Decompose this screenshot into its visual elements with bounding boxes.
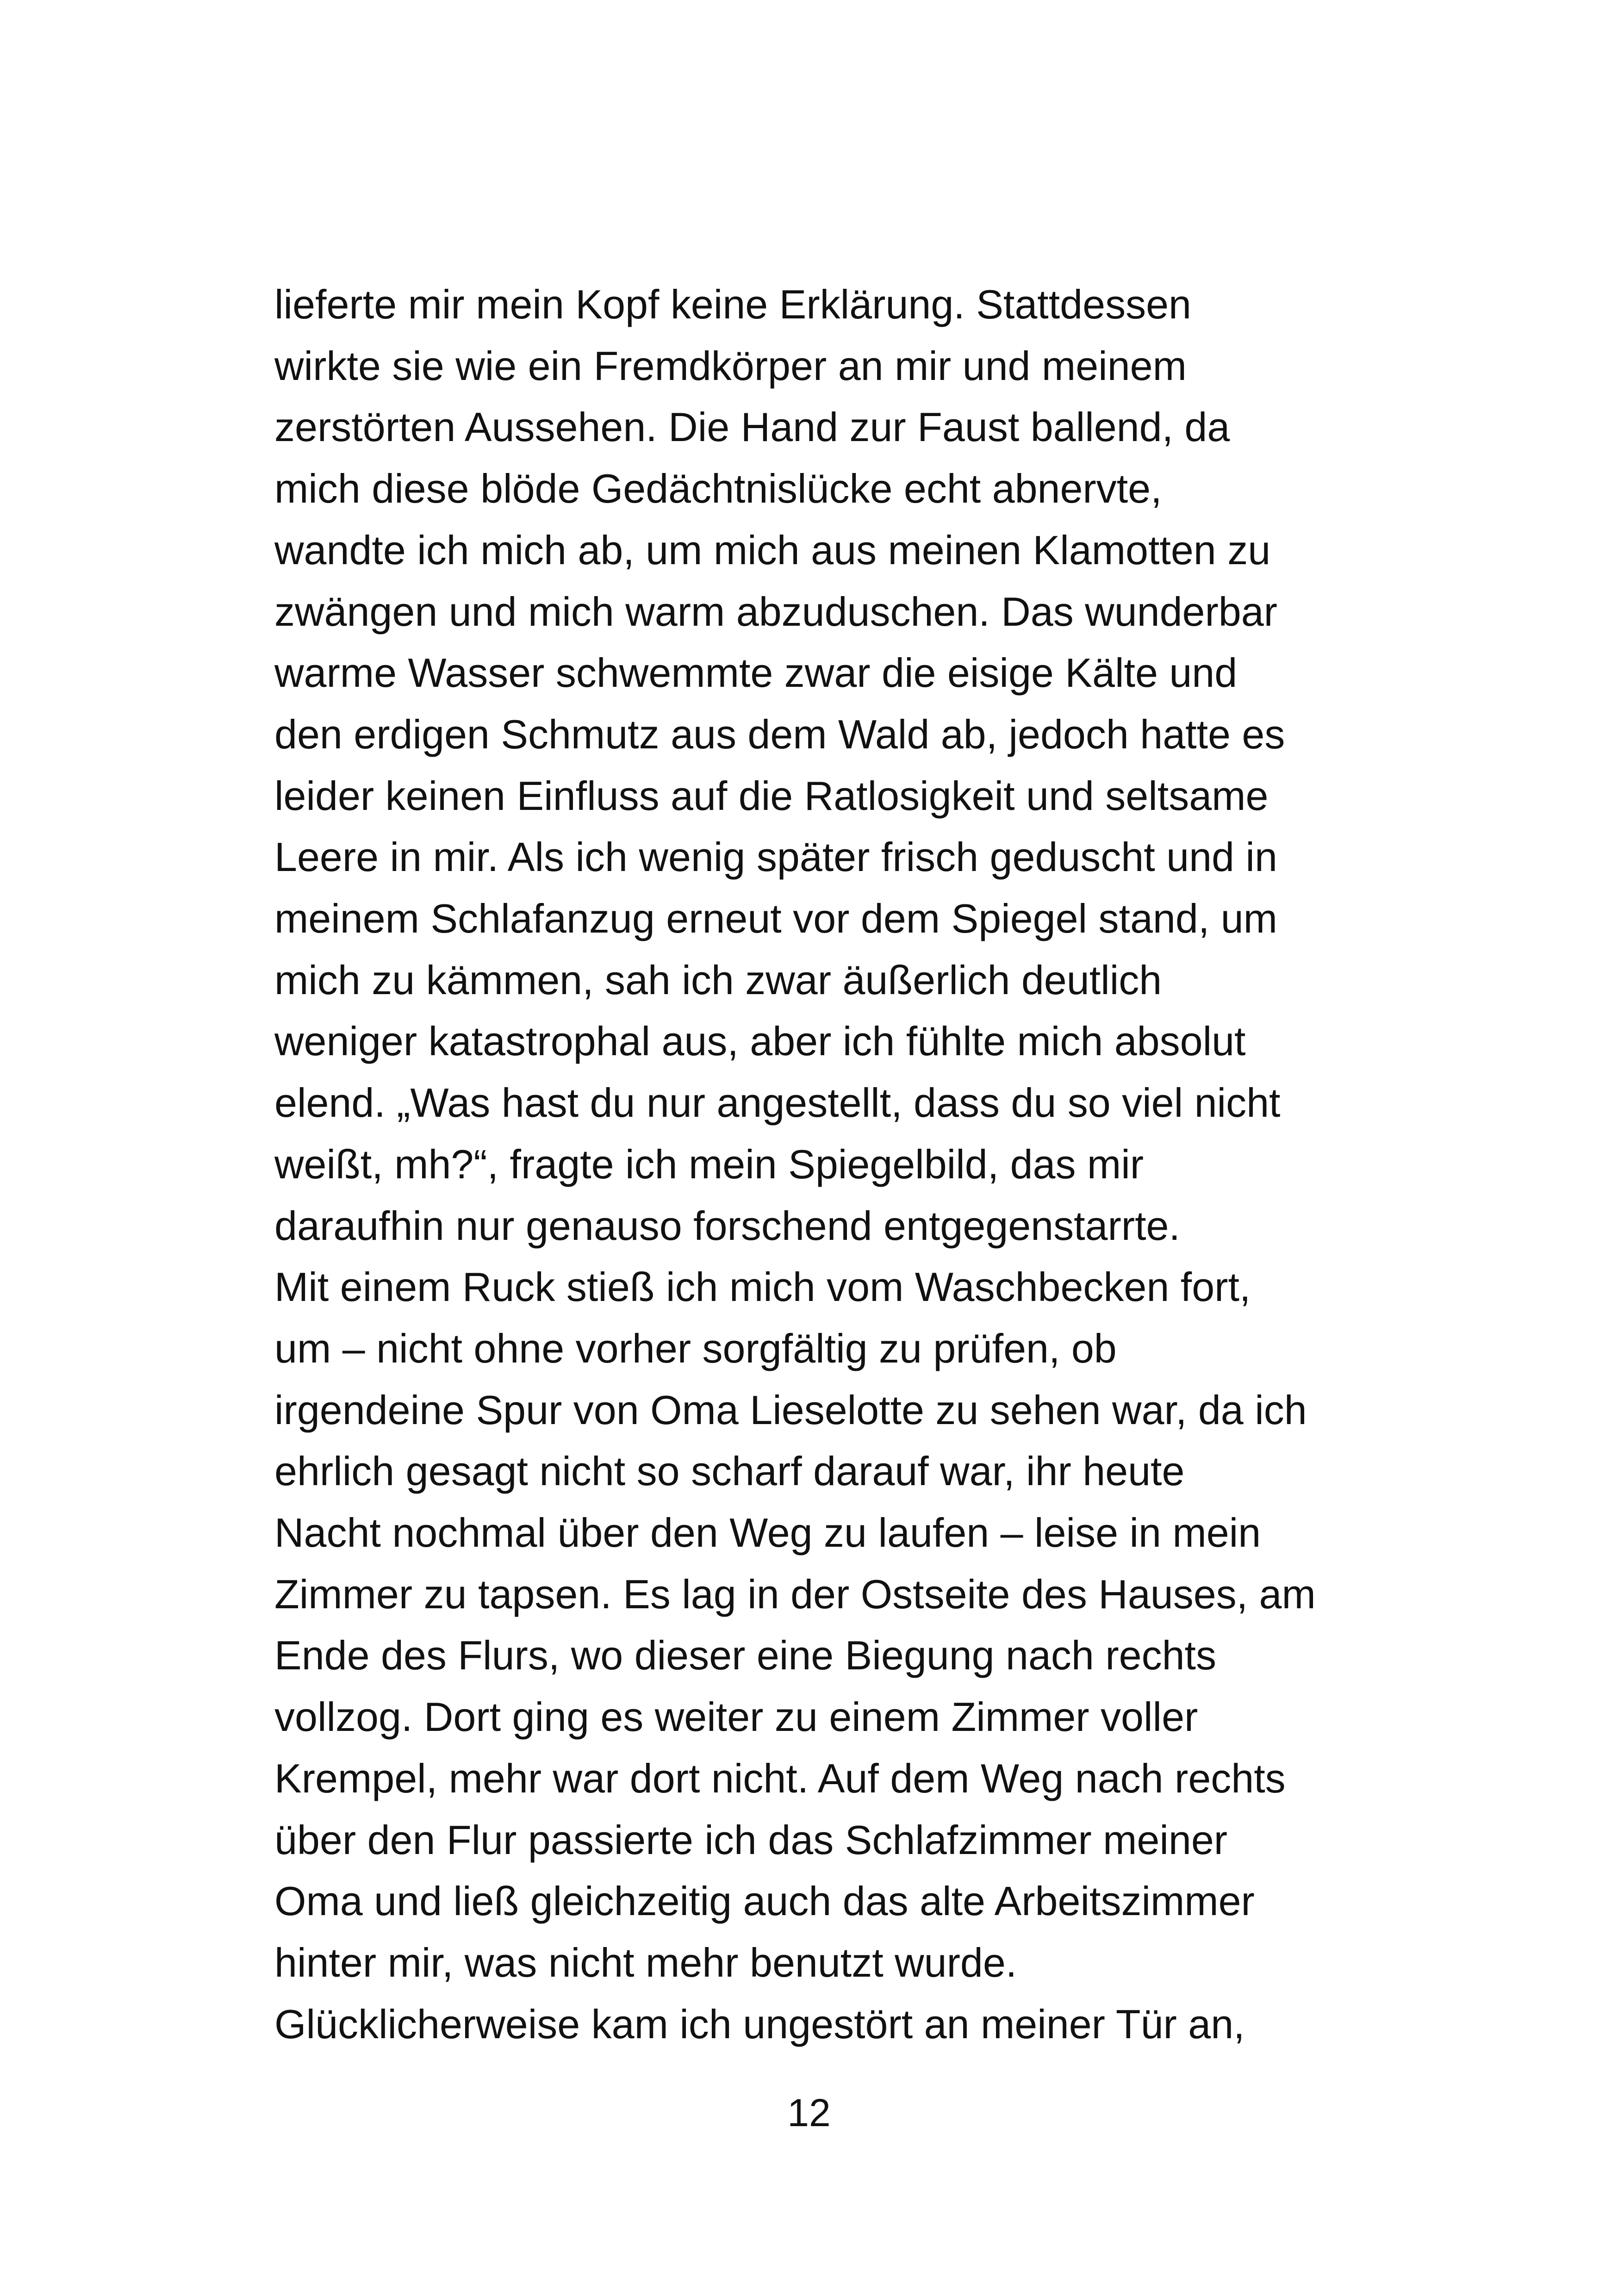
text-line: Mit einem Ruck stieß ich mich vom Waschbecken fort, xyxy=(274,1264,1251,1310)
text-line: ehrlich gesagt nicht so scharf darauf war, ihr heute xyxy=(274,1448,1185,1494)
text-line: mich zu kämmen, sah ich zwar äußerlich deutlich xyxy=(274,957,1162,1003)
text-line: mich diese blöde Gedächtnislücke echt abnervte, xyxy=(274,466,1162,512)
text-line: weniger katastrophal aus, aber ich fühlte mich absolut xyxy=(274,1018,1246,1064)
body-text xyxy=(274,274,1367,2055)
text-line: leider keinen Einfluss auf die Ratlosigkeit und seltsame xyxy=(274,772,1269,819)
text-line: hinter mir, was nicht mehr benutzt wurde. xyxy=(274,1939,1017,1985)
text-line: wandte ich mich ab, um mich aus meinen Klamotten zu xyxy=(274,527,1271,573)
text-line: Oma und ließ gleichzeitig auch das alte Arbeitszimmer xyxy=(274,1878,1255,1924)
text-line: Leere in mir. Als ich wenig später frisch geduscht und in xyxy=(274,834,1277,880)
text-line: warme Wasser schwemmte zwar die eisige Kälte und xyxy=(274,650,1238,696)
text-line: vollzog. Dort ging es weiter zu einem Zimmer voller xyxy=(274,1694,1198,1740)
text-line: über den Flur passierte ich das Schlafzimmer meiner xyxy=(274,1817,1228,1863)
text-line: zerstörten Aussehen. Die Hand zur Faust ballend, da xyxy=(274,404,1230,450)
text-line: daraufhin nur genauso forschend entgegenstarrte. xyxy=(274,1202,1180,1249)
text-line: irgendeine Spur von Oma Lieselotte zu sehen war, da ich xyxy=(274,1387,1307,1433)
text-line: wirkte sie wie ein Fremdkörper an mir und meinem xyxy=(274,342,1187,389)
text-line: Zimmer zu tapsen. Es lag in der Ostseite des Hauses, am xyxy=(274,1571,1316,1617)
text-line: weißt, mh?“, fragte ich mein Spiegelbild, das mir xyxy=(274,1141,1144,1187)
text-line: Ende des Flurs, wo dieser eine Biegung nach rechts xyxy=(274,1632,1216,1679)
text-line: elend. „Was hast du nur angestellt, dass du so viel nicht xyxy=(274,1080,1281,1126)
text-line: Krempel, mehr war dort nicht. Auf dem Weg nach rechts xyxy=(274,1755,1286,1801)
text-line: zwängen und mich warm abzuduschen. Das wunderbar xyxy=(274,588,1277,635)
text-line: meinem Schlafanzug erneut vor dem Spiegel stand, um xyxy=(274,896,1277,942)
text-line: den erdigen Schmutz aus dem Wald ab, jedoch hatte es xyxy=(274,711,1285,757)
text-line: Glücklicherweise kam ich ungestört an meiner Tür an, xyxy=(274,2001,1245,2047)
text-line: Nacht nochmal über den Weg zu laufen – leise in mein xyxy=(274,1510,1261,1556)
text-line: lieferte mir mein Kopf keine Erklärung. Stattdessen xyxy=(274,281,1191,327)
page-number: 12 xyxy=(787,2091,831,2134)
text-line: um – nicht ohne vorher sorgfältig zu prüfen, ob xyxy=(274,1325,1117,1371)
